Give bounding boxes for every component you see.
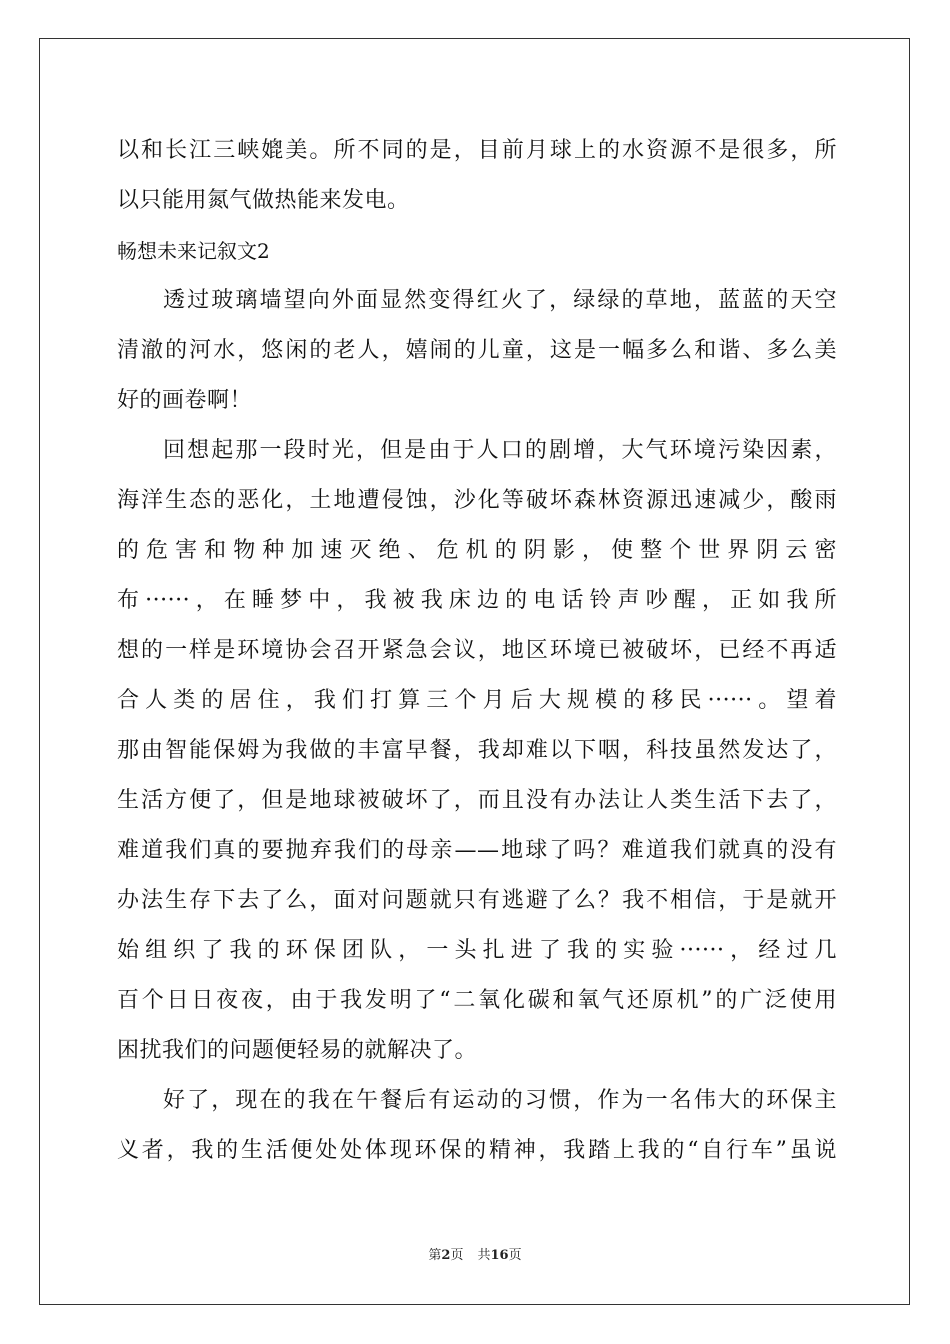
paragraph — [117, 426, 837, 1076]
paragraph-line: 好了，现在的我在午餐后有运动的习惯，作为一名伟大的环保主 — [163, 1088, 837, 1113]
paragraph-line: 百个日日夜夜，由于我发明了“二氧化碳和氧气还原机”的广泛使用 — [117, 988, 837, 1013]
paragraph-line: 办法生存下去了么，面对问题就只有逃避了么？我不相信，于是就开 — [117, 888, 837, 913]
paragraph-line: 义者，我的生活便处处体现环保的精神，我踏上我的“自行车”虽说 — [117, 1138, 837, 1163]
page-footer — [0, 1244, 950, 1263]
paragraph — [117, 276, 837, 426]
section-heading: 畅想未来记叙文2 — [117, 239, 270, 263]
paragraph-line: 生活方便了，但是地球被破坏了，而且没有办法让人类生活下去了， — [117, 788, 837, 813]
total-pages: 16 — [490, 1248, 509, 1263]
paragraph-line: 以只能用氮气做热能来发电。 — [117, 188, 410, 213]
paragraph — [117, 126, 837, 226]
total-prefix: 共 — [477, 1248, 491, 1263]
paragraph-line: 困扰我们的问题便轻易的就解决了。 — [117, 1038, 478, 1063]
paragraph-line: 以和长江三峡媲美。所不同的是，目前月球上的水资源不是很多，所 — [117, 138, 837, 163]
paragraph-line: 想的一样是环境协会召开紧急会议，地区环境已被破坏，已经不再适 — [117, 638, 837, 663]
paragraph-line: 清澈的河水，悠闲的老人，嬉闹的儿童，这是一幅多么和谐、多么美 — [117, 338, 837, 363]
page-number: 2 — [441, 1248, 451, 1263]
total-suffix: 页 — [508, 1248, 522, 1263]
paragraph-line: 透过玻璃墙望向外面显然变得红火了，绿绿的草地，蓝蓝的天空 — [163, 288, 837, 313]
document-body — [117, 126, 837, 1176]
page-prefix: 第 — [428, 1248, 442, 1263]
paragraph-line: 海洋生态的恶化，土地遭侵蚀，沙化等破坏森林资源迅速减少，酸雨 — [117, 488, 837, 513]
paragraph — [117, 1076, 837, 1176]
paragraph-line: 始组织了我的环保团队，一头扎进了我的实验······，经过几 — [117, 938, 837, 963]
paragraph-line: 难道我们真的要抛弃我们的母亲——地球了吗？难道我们就真的没有 — [117, 838, 837, 863]
paragraph-line: 回想起那一段时光，但是由于人口的剧增，大气环境污染因素， — [163, 438, 837, 463]
page-suffix: 页 — [450, 1248, 464, 1263]
paragraph-line: 那由智能保姆为我做的丰富早餐，我却难以下咽，科技虽然发达了， — [117, 738, 837, 763]
paragraph-line: 布······，在睡梦中，我被我床边的电话铃声吵醒，正如我所 — [117, 588, 837, 613]
paragraph-line: 合人类的居住，我们打算三个月后大规模的移民······。望着 — [117, 688, 837, 713]
paragraph-line: 的危害和物种加速灭绝、危机的阴影，使整个世界阴云密 — [117, 538, 837, 563]
paragraph-line: 好的画卷啊！ — [117, 388, 253, 413]
